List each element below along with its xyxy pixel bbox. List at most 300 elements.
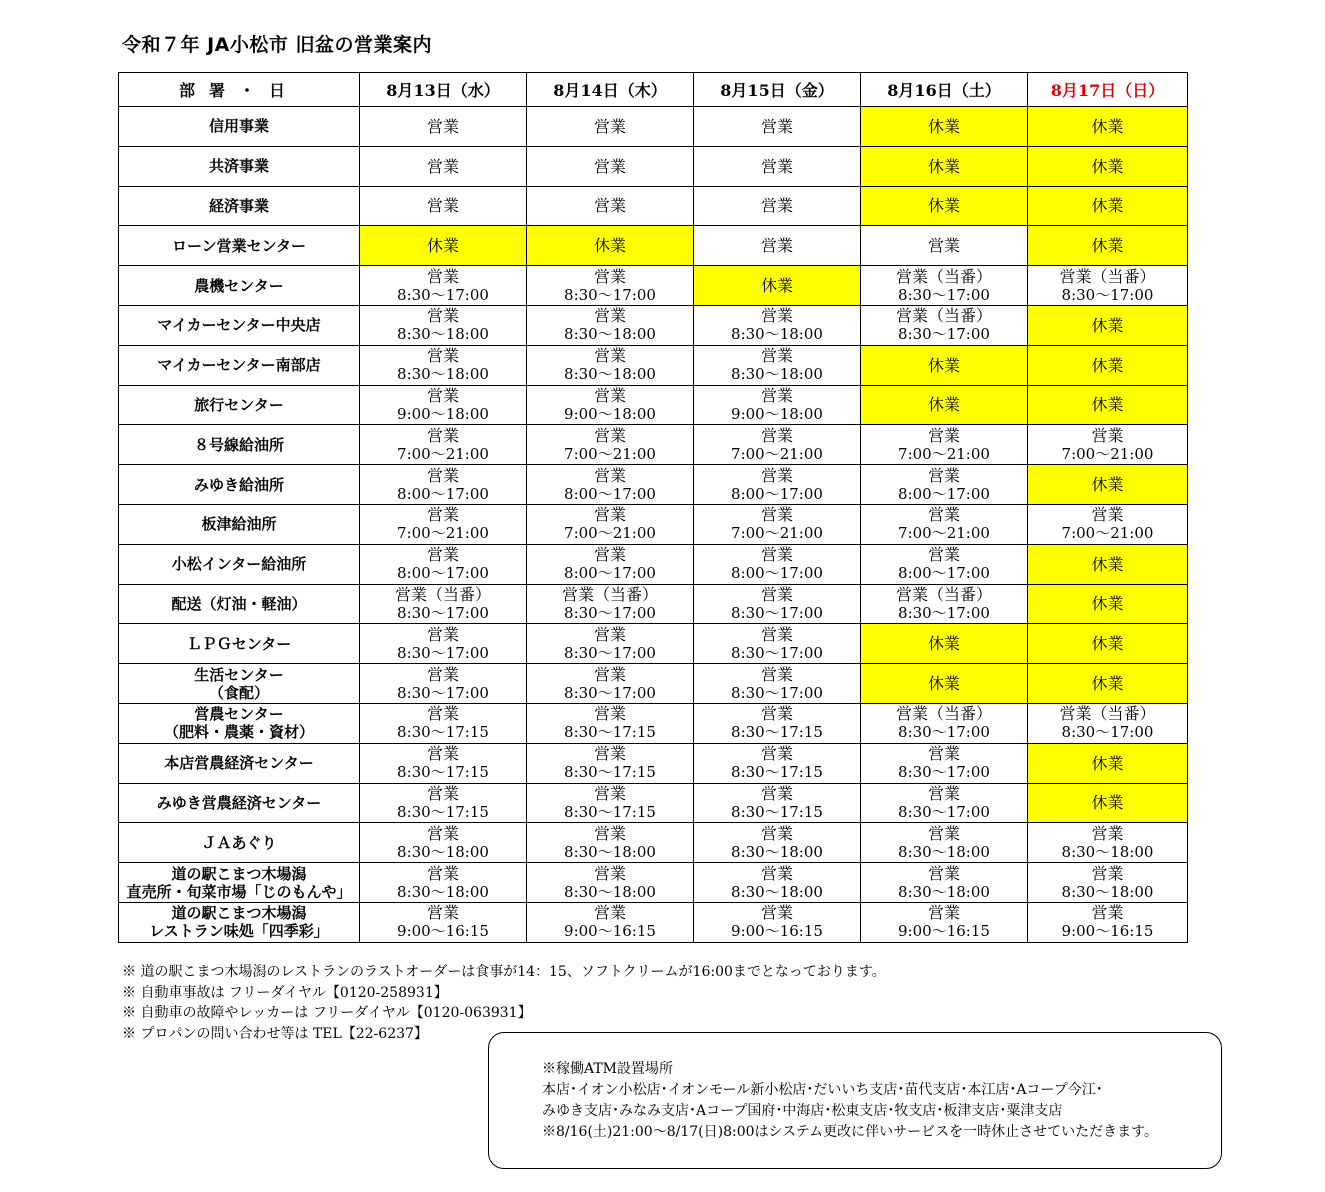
table-row [119, 345, 1188, 385]
hours-text: 8:30～18:00 [564, 325, 656, 344]
hours-text: 8:30～17:15 [564, 763, 656, 782]
status-text: 営業 [593, 425, 626, 445]
status-text: 営業 [593, 664, 626, 684]
open-cell [527, 703, 694, 743]
open-cell [694, 584, 861, 624]
open-cell [861, 902, 1028, 942]
hours-text: 7:00～21:00 [397, 524, 489, 543]
hours-text: 8:30～17:00 [898, 723, 990, 742]
hours-text: 8:00～17:00 [397, 484, 489, 503]
hours-text: 7:00～21:00 [898, 524, 990, 543]
department-name-line: マイカーセンター中央店 [157, 316, 321, 335]
table-row [119, 266, 1188, 306]
hours-text: 8:30～17:00 [1061, 723, 1154, 742]
status-text: 休業 [1091, 554, 1124, 574]
status-text: 営業 [426, 425, 459, 445]
hours-text: 8:30～18:00 [564, 882, 656, 901]
open-cell [694, 783, 861, 823]
table-row [119, 783, 1188, 823]
department-name-line: マイカーセンター南部店 [157, 356, 321, 375]
open-cell [694, 664, 861, 704]
status-text: 休業 [1091, 395, 1124, 415]
table-row [119, 465, 1188, 505]
open-cell [694, 624, 861, 664]
status-text: 営業 [593, 903, 626, 923]
open-cell [694, 226, 861, 266]
department-name [119, 664, 360, 704]
open-cell [527, 266, 694, 306]
status-text: 営業 [593, 624, 626, 644]
hours-text: 7:00～21:00 [1061, 444, 1154, 463]
open-cell [694, 107, 861, 147]
open-cell [694, 305, 861, 345]
open-cell [861, 425, 1028, 465]
hours-text: 8:30～17:00 [731, 683, 823, 702]
status-text: 営業 [426, 664, 459, 684]
status-text: 営業 [593, 505, 626, 525]
open-cell [861, 504, 1028, 544]
hours-text: 8:30～17:15 [397, 723, 489, 742]
open-cell [861, 305, 1028, 345]
department-name [119, 226, 360, 266]
department-name [119, 783, 360, 823]
closed-cell [1028, 385, 1188, 425]
open-cell [861, 584, 1028, 624]
status-text: 営業 [426, 505, 459, 525]
status-text: 営業 [760, 156, 793, 176]
department-name-line: 道の駅こまつ木場潟 [171, 904, 307, 923]
open-cell [527, 425, 694, 465]
status-text: 営業 [593, 385, 626, 405]
open-cell [360, 584, 527, 624]
status-text: 営業 [1091, 425, 1124, 445]
open-cell [527, 783, 694, 823]
status-text: 営業 [760, 903, 793, 923]
open-cell [360, 146, 527, 186]
table-row [119, 226, 1188, 266]
status-text: 営業 [593, 116, 626, 136]
hours-text: 8:30～18:00 [1061, 882, 1154, 901]
status-text: 営業 [760, 306, 793, 326]
open-cell [694, 743, 861, 783]
status-text: 営業 [927, 545, 960, 565]
hours-text: 7:00～21:00 [898, 444, 990, 463]
open-cell [527, 305, 694, 345]
hours-text: 8:30～17:00 [731, 643, 823, 662]
department-name [119, 703, 360, 743]
department-name-line: 小松インター給油所 [171, 555, 307, 574]
status-text: 営業 [760, 783, 793, 803]
hours-text: 9:00～16:15 [898, 922, 990, 941]
closed-cell [1028, 345, 1188, 385]
header-row [119, 73, 1188, 107]
open-cell [360, 425, 527, 465]
open-cell [527, 743, 694, 783]
hours-text: 8:30～18:00 [397, 842, 489, 861]
closed-cell [694, 266, 861, 306]
department-name-line: 共済事業 [208, 157, 269, 176]
hours-text: 8:30～17:15 [397, 802, 489, 821]
status-text: 営業 [593, 196, 626, 216]
open-cell [360, 186, 527, 226]
department-name [119, 743, 360, 783]
status-text: 営業 [593, 783, 626, 803]
note-line: ※ 道の駅こまつ木場潟のレストランのラストオーダーは食事が14：15、ソフトクリームが16:00までとなっております。 [122, 964, 886, 980]
atm-info-box [488, 1032, 1222, 1169]
status-text: 休業 [1091, 674, 1124, 694]
status-text: 営業 [426, 823, 459, 843]
status-text: 営業 [426, 266, 459, 286]
open-cell [527, 902, 694, 942]
open-cell [360, 345, 527, 385]
hours-text: 8:30～17:00 [564, 683, 656, 702]
hours-text: 7:00～21:00 [564, 524, 656, 543]
department-name-line: ＬＰＧセンター [186, 634, 292, 653]
hours-text: 8:30～17:15 [731, 723, 823, 742]
open-cell [527, 186, 694, 226]
open-cell [694, 425, 861, 465]
status-text: 営業 [593, 744, 626, 764]
status-text: 営業 [927, 903, 960, 923]
open-cell [694, 146, 861, 186]
status-text: 営業 [426, 863, 459, 883]
status-text: 営業 [426, 465, 459, 485]
hours-text: 9:00～16:15 [564, 922, 656, 941]
department-name-line: ８号線給油所 [193, 435, 284, 454]
hours-text: 8:30～18:00 [564, 842, 656, 861]
department-name-line: みゆき給油所 [193, 475, 284, 494]
status-text: 休業 [1091, 156, 1124, 176]
status-text: 休業 [1091, 753, 1124, 773]
closed-cell [1028, 305, 1188, 345]
department-name [119, 544, 360, 584]
status-text: 営業 [760, 664, 793, 684]
open-cell [360, 107, 527, 147]
status-text: 営業 [593, 266, 626, 286]
closed-cell [861, 664, 1028, 704]
open-cell [360, 703, 527, 743]
status-text: 営業 [927, 505, 960, 525]
closed-cell [1028, 743, 1188, 783]
hours-text: 8:30～17:15 [564, 723, 656, 742]
table-row [119, 902, 1188, 942]
open-cell [527, 544, 694, 584]
status-text: 休業 [927, 355, 960, 375]
page-title: 令和７年 JA小松市 旧盆の営業案内 [122, 34, 433, 56]
status-text: 営業 [1091, 863, 1124, 883]
open-cell [1028, 823, 1188, 863]
hours-text: 7:00～21:00 [1061, 524, 1154, 543]
department-name-line: （食配） [208, 683, 269, 702]
hours-text: 8:30～18:00 [397, 882, 489, 901]
closed-cell [1028, 186, 1188, 226]
atm-heading: ※稼働ATM設置場所 [542, 1061, 674, 1077]
hours-text: 7:00～21:00 [564, 444, 656, 463]
open-cell [694, 465, 861, 505]
table-row [119, 703, 1188, 743]
closed-cell [861, 186, 1028, 226]
status-text: 営業 [426, 385, 459, 405]
status-text: 休業 [927, 116, 960, 136]
status-text: 営業 [760, 624, 793, 644]
open-cell [694, 504, 861, 544]
hours-text: 7:00～21:00 [731, 444, 823, 463]
status-text: 営業 [426, 156, 459, 176]
open-cell [694, 703, 861, 743]
open-cell [360, 544, 527, 584]
hours-text: 8:00～17:00 [564, 484, 656, 503]
open-cell [694, 863, 861, 903]
open-cell [360, 863, 527, 903]
table-row [119, 823, 1188, 863]
status-text: 休業 [1091, 196, 1124, 216]
hours-text: 8:30～18:00 [564, 365, 656, 384]
open-cell [360, 783, 527, 823]
status-text: 営業（当番） [895, 306, 992, 326]
status-text: 営業 [760, 704, 793, 724]
open-cell [360, 743, 527, 783]
hours-text: 8:30～17:00 [898, 603, 990, 622]
hours-text: 8:30～17:00 [731, 603, 823, 622]
open-cell [527, 385, 694, 425]
table-row [119, 425, 1188, 465]
open-cell [527, 504, 694, 544]
table-row [119, 743, 1188, 783]
department-name [119, 425, 360, 465]
status-text: 休業 [1091, 315, 1124, 335]
open-cell [1028, 504, 1188, 544]
open-cell [861, 823, 1028, 863]
status-text: 営業 [426, 744, 459, 764]
atm-locations: みゆき支店･みなみ支店･Aコープ国府･中海店･松東支店･牧支店･板津支店･粟津支店 [542, 1103, 1063, 1119]
status-text: 営業 [760, 425, 793, 445]
open-cell [694, 823, 861, 863]
open-cell [861, 783, 1028, 823]
status-text: 休業 [426, 236, 459, 256]
department-name-line: 道の駅こまつ木場潟 [171, 864, 307, 883]
status-text: 営業 [760, 863, 793, 883]
status-text: 営業 [760, 584, 793, 604]
status-text: 営業 [593, 863, 626, 883]
status-text: 営業 [593, 545, 626, 565]
open-cell [360, 823, 527, 863]
hours-text: 8:30～17:00 [397, 603, 489, 622]
department-name [119, 465, 360, 505]
status-text: 営業 [426, 196, 459, 216]
hours-text: 8:30～18:00 [731, 882, 823, 901]
hours-text: 8:30～18:00 [898, 842, 990, 861]
status-text: 休業 [927, 156, 960, 176]
closed-cell [1028, 783, 1188, 823]
status-text: 営業 [593, 823, 626, 843]
department-name-line: 営農センター [194, 705, 284, 724]
hours-text: 8:30～18:00 [731, 842, 823, 861]
closed-cell [1028, 226, 1188, 266]
open-cell [694, 186, 861, 226]
department-name-line: （肥料・農薬・資材） [163, 723, 314, 742]
hours-text: 9:00～16:15 [731, 922, 823, 941]
status-text: 営業 [760, 385, 793, 405]
hours-text: 9:00～16:15 [397, 922, 489, 941]
status-text: 営業 [593, 306, 626, 326]
hours-text: 8:30～17:00 [898, 285, 990, 304]
table-row [119, 305, 1188, 345]
status-text: 営業 [760, 236, 793, 256]
open-cell [694, 544, 861, 584]
department-name [119, 624, 360, 664]
status-text: 営業 [593, 346, 626, 366]
note-line: ※ 自動車の故障やレッカーは フリーダイヤル【0120-063931】 [122, 1005, 532, 1021]
open-cell [527, 107, 694, 147]
table-row [119, 385, 1188, 425]
open-cell [527, 146, 694, 186]
closed-cell [1028, 107, 1188, 147]
status-text: 営業 [927, 236, 960, 256]
hours-text: 8:00～17:00 [397, 564, 489, 583]
open-cell [694, 345, 861, 385]
open-cell [527, 823, 694, 863]
department-name-line: 配送（灯油・軽油） [171, 594, 307, 613]
hours-text: 8:00～17:00 [898, 484, 990, 503]
hours-text: 8:30～17:00 [397, 285, 489, 304]
table-row [119, 107, 1188, 147]
status-text: 休業 [927, 395, 960, 415]
status-text: 営業 [426, 346, 459, 366]
status-text: 営業 [760, 346, 793, 366]
status-text: 休業 [927, 634, 960, 654]
hours-text: 8:30～17:00 [898, 802, 990, 821]
open-cell [694, 902, 861, 942]
table-row [119, 584, 1188, 624]
open-cell [1028, 703, 1188, 743]
status-text: 休業 [1091, 634, 1124, 654]
status-text: 休業 [927, 196, 960, 216]
hours-text: 8:30～18:00 [731, 365, 823, 384]
hours-text: 8:30～17:00 [898, 325, 990, 344]
hours-text: 7:00～21:00 [397, 444, 489, 463]
status-text: 営業（当番） [1059, 266, 1156, 286]
status-text: 休業 [593, 236, 626, 256]
status-text: 営業（当番） [561, 584, 658, 604]
open-cell [527, 465, 694, 505]
hours-text: 8:30～17:00 [397, 683, 489, 702]
hours-text: 8:30～17:00 [397, 643, 489, 662]
status-text: 休業 [1091, 236, 1124, 256]
date-header: 8月14日（木） [527, 73, 694, 107]
hours-text: 9:00～18:00 [731, 404, 823, 423]
table-row [119, 863, 1188, 903]
status-text: 休業 [927, 674, 960, 694]
date-header-holiday: 8月17日（日） [1028, 73, 1188, 107]
status-text: 休業 [1091, 116, 1124, 136]
closed-cell [1028, 146, 1188, 186]
department-name-line: 信用事業 [208, 117, 269, 136]
status-text: 営業 [426, 624, 459, 644]
open-cell [527, 664, 694, 704]
department-name [119, 146, 360, 186]
open-cell [360, 465, 527, 505]
department-name [119, 186, 360, 226]
hours-text: 8:30～18:00 [397, 325, 489, 344]
status-text: 営業 [593, 156, 626, 176]
status-text: 営業 [593, 465, 626, 485]
hours-text: 7:00～21:00 [731, 524, 823, 543]
hours-text: 8:30～17:15 [731, 763, 823, 782]
department-name [119, 863, 360, 903]
status-text: 営業 [760, 744, 793, 764]
open-cell [1028, 266, 1188, 306]
open-cell [694, 385, 861, 425]
department-name [119, 305, 360, 345]
hours-text: 8:30～18:00 [397, 365, 489, 384]
status-text: 営業 [760, 545, 793, 565]
status-text: 営業 [927, 783, 960, 803]
hours-text: 8:30～18:00 [1061, 842, 1154, 861]
department-name-line: 板津給油所 [201, 515, 277, 534]
status-text: 営業 [426, 116, 459, 136]
department-name [119, 266, 360, 306]
closed-cell [861, 624, 1028, 664]
status-text: 営業 [760, 196, 793, 216]
department-name-line: ＪＡあぐり [201, 833, 277, 852]
hours-text: 8:30～17:15 [564, 802, 656, 821]
atm-notice: ※8/16(土)21:00～8/17(日)8:00はシステム更改に伴いサービスを一時休止させていただきます。 [542, 1124, 1158, 1140]
department-name-line: みゆき営農経済センター [156, 793, 322, 812]
closed-cell [527, 226, 694, 266]
hours-text: 8:30～17:00 [898, 763, 990, 782]
status-text: 営業 [426, 545, 459, 565]
status-text: 営業 [426, 903, 459, 923]
table-row [119, 504, 1188, 544]
table-row [119, 146, 1188, 186]
dept-day-header: 部署・日 [119, 73, 360, 107]
schedule-body [119, 107, 1188, 943]
hours-text: 8:30～17:00 [564, 603, 656, 622]
open-cell [360, 385, 527, 425]
department-name [119, 504, 360, 544]
department-name-line: 旅行センター [194, 395, 284, 414]
status-text: 営業 [760, 116, 793, 136]
hours-text: 8:00～17:00 [731, 564, 823, 583]
closed-cell [1028, 465, 1188, 505]
open-cell [861, 266, 1028, 306]
open-cell [360, 624, 527, 664]
open-cell [360, 902, 527, 942]
table-row [119, 186, 1188, 226]
status-text: 営業（当番） [895, 584, 992, 604]
open-cell [527, 863, 694, 903]
date-header: 8月13日（水） [360, 73, 527, 107]
department-name [119, 345, 360, 385]
hours-text: 8:30～17:00 [564, 643, 656, 662]
status-text: 営業 [1091, 823, 1124, 843]
open-cell [861, 703, 1028, 743]
open-cell [360, 664, 527, 704]
hours-text: 8:00～17:00 [731, 484, 823, 503]
status-text: 営業 [760, 505, 793, 525]
hours-text: 9:00～16:15 [1061, 922, 1154, 941]
hours-text: 8:30～17:00 [564, 285, 656, 304]
department-name-line: 経済事業 [208, 196, 269, 215]
open-cell [861, 465, 1028, 505]
status-text: 営業 [426, 783, 459, 803]
status-text: 営業（当番） [1059, 704, 1156, 724]
department-name-line: 生活センター [194, 665, 284, 684]
department-name [119, 823, 360, 863]
status-text: 営業（当番） [394, 584, 491, 604]
department-name-line: ローン営業センター [171, 236, 307, 255]
open-cell [360, 305, 527, 345]
